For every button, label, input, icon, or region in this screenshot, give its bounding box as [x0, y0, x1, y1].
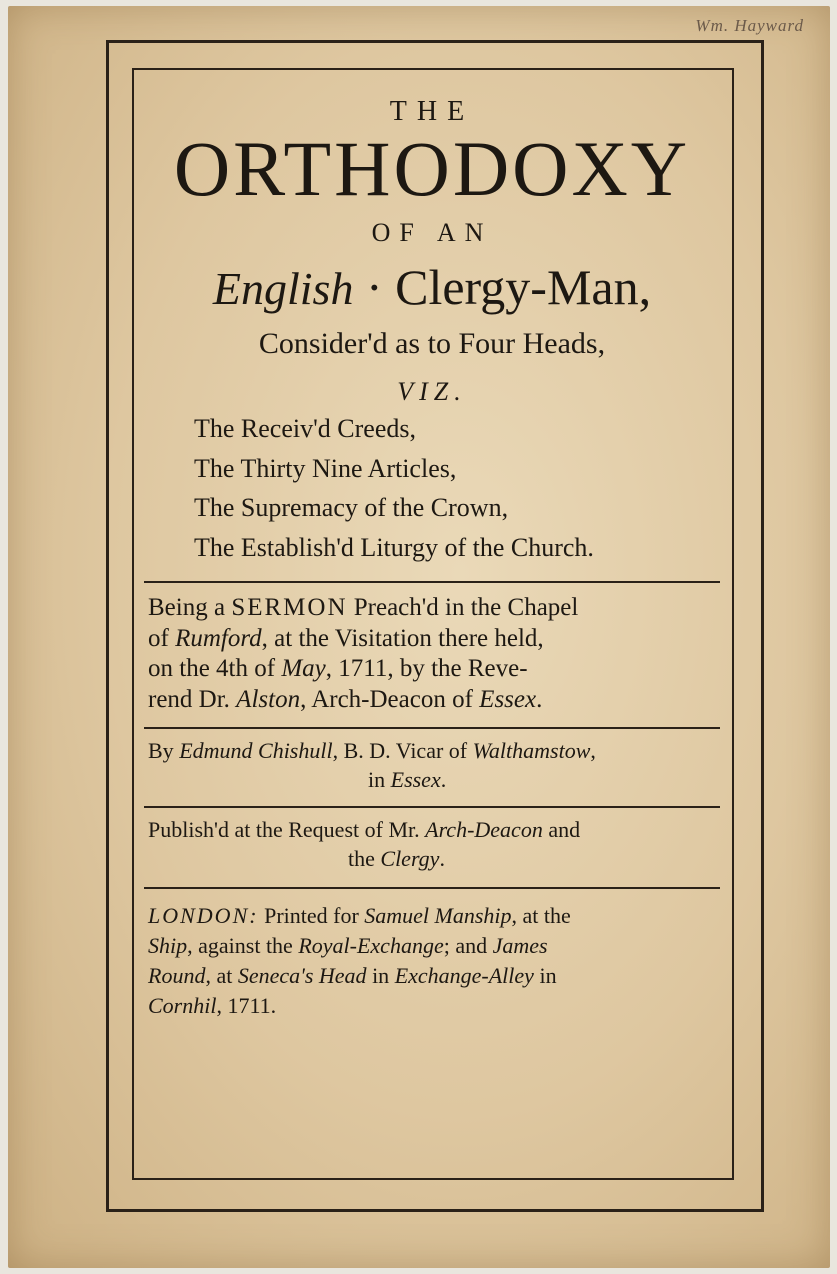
text: Exchange-Alley — [394, 962, 534, 988]
title-page — [8, 6, 830, 1268]
text: Royal-Exchange — [298, 933, 444, 959]
text: the — [348, 845, 381, 871]
text: in — [366, 962, 395, 988]
text: , at the Visitation there held, — [261, 624, 544, 652]
title-page-content — [134, 70, 730, 1020]
text: on the 4th of — [148, 655, 282, 683]
text: ; and — [443, 933, 493, 959]
title-considered: Consider'd as to Four Heads, — [258, 327, 606, 360]
publication-note — [134, 816, 730, 873]
text: Arch-Deacon — [425, 817, 543, 843]
text: , — [590, 738, 596, 764]
head-item: The Thirty Nine Articles, — [194, 453, 457, 483]
text: of — [148, 624, 176, 652]
text: , at — [205, 962, 238, 988]
divider — [144, 581, 720, 583]
title-of-an: OF AN — [371, 218, 493, 247]
text: in — [368, 766, 391, 792]
text: May — [281, 655, 326, 683]
text: Alston — [236, 685, 301, 713]
text: and — [542, 817, 581, 843]
handwritten-signature: Wm. Hayward — [695, 16, 804, 35]
divider — [144, 727, 720, 729]
head-item: The Establish'd Liturgy of the Church. — [194, 532, 594, 562]
title-viz: VIZ. — [397, 377, 467, 406]
title-clergy-man: Clergy-Man, — [395, 259, 652, 315]
text: LONDON: — [148, 903, 259, 929]
heads-list — [194, 409, 730, 567]
text: , at the — [511, 903, 571, 929]
text: Essex — [479, 685, 537, 713]
text: Cornhil — [148, 992, 217, 1018]
text: , Arch-Deacon of — [300, 685, 480, 713]
printer-name: Samuel Manship — [364, 903, 512, 929]
title-english-clergy-man: English · Clergy-Man, — [212, 259, 652, 315]
text: Being a — [148, 594, 232, 622]
text: in — [533, 962, 557, 988]
text: Printed for — [258, 903, 365, 929]
text: Preach'd in the Chapel — [347, 594, 579, 622]
text: Essex — [390, 766, 441, 792]
text: Clergy — [380, 845, 440, 871]
title-the: THE — [389, 96, 475, 127]
text: rend Dr. — [148, 685, 237, 713]
author-line — [134, 737, 730, 794]
text: By — [148, 738, 180, 764]
text: SERMON — [231, 594, 348, 622]
text: Seneca's Head — [237, 962, 367, 988]
text: , 1711. — [216, 992, 277, 1018]
title-english: English — [212, 263, 354, 314]
text: , against the — [187, 933, 299, 959]
text: Publish'd at the Request of Mr. — [148, 817, 426, 843]
text: Rumford — [175, 624, 262, 652]
imprint — [134, 901, 730, 1020]
text: , B. D. Vicar of — [332, 738, 473, 764]
text: , 1711, by the Reve- — [325, 655, 528, 683]
title-orthodoxy: ORTHODOXY — [173, 125, 691, 212]
divider — [144, 806, 720, 808]
text: Ship — [148, 933, 188, 959]
text: James — [492, 933, 548, 959]
text: . — [439, 845, 445, 871]
sermon-description — [134, 593, 730, 715]
author-name: Edmund Chishull — [179, 738, 333, 764]
head-item: The Receiv'd Creeds, — [194, 414, 416, 443]
text: Walthamstow — [472, 738, 591, 764]
text: . — [536, 685, 543, 713]
text: . — [440, 766, 447, 792]
text: Round — [148, 962, 206, 988]
head-item: The Supremacy of the Crown, — [194, 493, 509, 523]
divider — [144, 887, 720, 889]
